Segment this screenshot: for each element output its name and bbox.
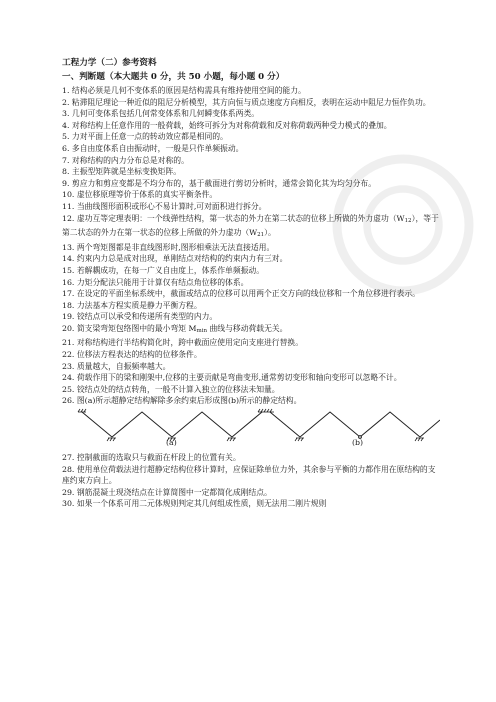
question-item: 26. 图(a)所示超静定结构解除多余约束后形成图(b)所示的静定结构。 [62,396,302,406]
item-20-text-2: 曲线与移动荷载无关。 [207,323,288,333]
question-item: 25. 铰结点处的结点转角，一般不计算入独立的位移法未知量。 [62,384,280,394]
question-item: 7. 对称结构的内力分布总是对称的。 [62,155,189,165]
question-item: 14. 约束内力总是成对出现，单刚结点对结构的约束内力有三对。 [62,254,288,264]
item-12-text-3: ）。 [264,228,276,238]
question-item: 2. 粘滞阻尼理论一种近似的阻尼分析模型，其方向恒与质点速度方向相反，表明在运动中阻尼力恒作负功。 [62,97,431,107]
question-item-12 [62,213,440,242]
question-item: 22. 位移法方程表达的结构的位移条件。 [62,350,202,360]
question-item-20 [62,323,440,338]
item-12-subscript-1: 12 [404,217,412,224]
question-item: 18. 力法基本方程实质是静力平衡方程。 [62,300,202,310]
question-item: 27. 控制截面的选取只与截面在杆段上的位置有关。 [62,453,241,463]
item-12-text-1: 12. 虚功互等定理表明：一个线弹性结构，第一状态的外力在第二状态的位移上所做的外力虚功（W [62,213,405,223]
figure-label-b: (b) [352,438,364,448]
question-item: 24. 荷载作用下的梁和刚架中,位移的主要贡献是弯曲变形,通常剪切变形和轴向变形可以忽略不计。 [62,373,402,383]
structure-figure [62,408,440,452]
item-20-text-1: 20. 简支梁弯矩包络图中的最小弯矩 M [62,323,197,333]
question-item: 3. 几何可变体系包括几何常变体系和几何瞬变体系两类。 [62,109,260,119]
item-12-text-2: ），等于第二状态的外力在第一状态的位移上所做的外力虚功（W [62,213,439,238]
question-list [62,85,440,510]
figure-b-structure [266,409,440,441]
question-item: 6. 多自由度体系自由振动时，一般是只作单频振动。 [62,143,244,153]
item-12-subscript-2: 21 [257,232,265,239]
question-item: 8. 主振型矩阵就是坐标变换矩阵。 [62,167,182,177]
question-item: 5. 力对平面上任意一点的转动效应都是相同的。 [62,132,228,142]
question-item: 15. 若解耦成功，在每一广义自由度上，体系作单频振动。 [62,265,265,275]
question-item: 9. 剪应力和剪应变都是不均分布的，基于截面进行剪切分析时，通常会简化其为均匀分布。 [62,178,376,188]
question-item: 21. 对称结构进行半结构简化时，跨中截面应使用定向支座进行替换。 [62,338,303,348]
question-item: 29. 钢筋混凝土现浇结点在计算简图中一定都简化成刚结点。 [62,487,272,497]
question-item: 28. 使用单位荷载法进行超静定结构位移计算时，应保证除单位力外，其余参与平衡的力都作用在原结构的支座约束方向上。 [62,464,436,486]
question-item: 10. 虚位移原理等价于体系的真实平衡条件。 [62,190,218,200]
question-item: 16. 力矩分配法只能用于计算仅有结点角位移的体系。 [62,277,249,287]
question-item: 13. 两个弯矩图都是非直线图形时,图形相乘法无法直接适用。 [62,242,275,252]
document-title: 工程力学（二）参考资料 [62,58,157,68]
question-item: 19. 铰结点可以承受和传递所有类型的内力。 [62,312,218,322]
figure-label-a: (a) [166,438,177,448]
item-20-subscript: min [196,327,208,334]
section-heading: 一、判断题（本大题共 0 分，共 50 小题，每小题 0 分） [62,72,285,82]
truss-diagram-icon [62,408,440,452]
question-item: 30. 如果一个体系可用二元体规则判定其几何组成性质，则无法用二刚片规则 [62,499,327,509]
question-item: 1. 结构必须是几何不变体系的原因是结构需具有维持使用空间的能力。 [62,86,306,95]
figure-a-structure [78,409,266,441]
question-item: 11. 当曲线图形面积或形心不易计算时,可对面积进行拆分。 [62,201,267,211]
question-item: 17. 在设定的平面坐标系统中，截面或结点的位移可以用两个正交方向的线位移和一个角位移进行表示。 [62,289,420,299]
question-item: 23. 质量越大，自振频率越大。 [62,361,171,371]
question-item: 4. 对称结构上任意作用的一般荷载，始终可拆分为对称荷载和反对称荷载两种受力模式的叠加。 [62,120,392,130]
